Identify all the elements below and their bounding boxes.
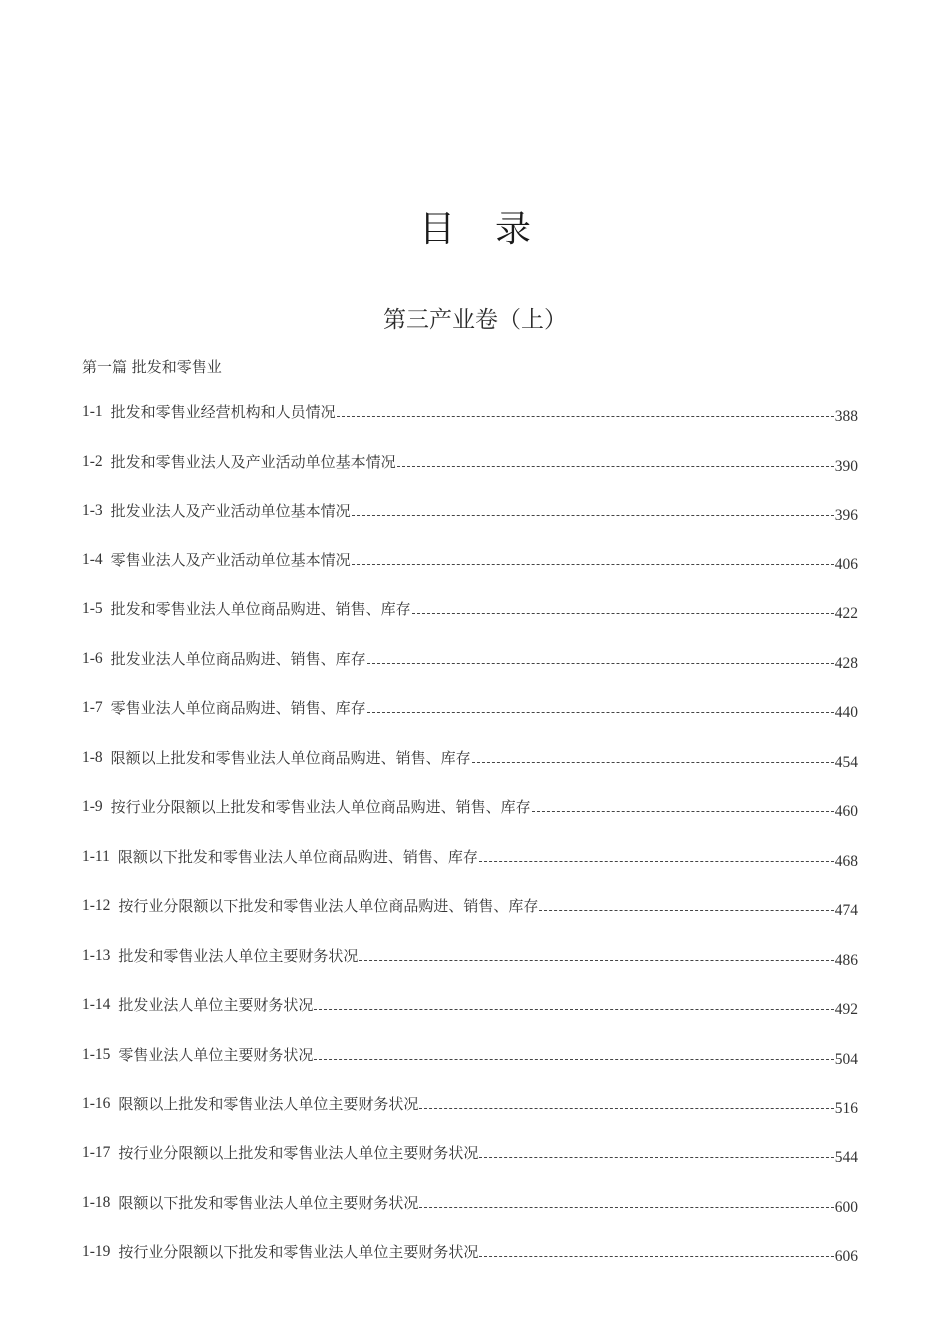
toc-entry[interactable]: [82, 892, 858, 919]
toc-entry-number: 1-2: [82, 453, 103, 470]
toc-entry-number: 1-19: [82, 1243, 111, 1260]
toc-entry-number: 1-18: [82, 1194, 111, 1211]
dot-leader: [412, 612, 834, 614]
toc-entry[interactable]: [82, 1238, 858, 1265]
dot-leader: [359, 959, 833, 961]
dot-leader: [314, 1008, 833, 1010]
toc-entry-label: 批发和零售业法人单位商品购进、销售、库存: [110, 600, 411, 618]
toc-entry-page: 600: [834, 1199, 858, 1216]
toc-entry-page: 504: [834, 1051, 858, 1068]
toc-entry-number: 1-9: [82, 798, 103, 815]
toc-entry-number: 1-5: [82, 600, 103, 617]
toc-entry-number: 1-15: [82, 1046, 111, 1063]
toc-entry[interactable]: [82, 398, 858, 425]
toc-entry[interactable]: [82, 744, 858, 771]
dot-leader: [367, 711, 834, 713]
toc-entry-label: 按行业分限额以上批发和零售业法人单位商品购进、销售、库存: [110, 798, 531, 816]
toc-entry-label: 零售业法人及产业活动单位基本情况: [110, 551, 351, 569]
toc-entry-number: 1-4: [82, 551, 103, 568]
toc-entry-page: 468: [834, 853, 858, 870]
toc-entry-label: 限额以上批发和零售业法人单位商品购进、销售、库存: [110, 749, 471, 767]
toc-entry-label: 批发业法人单位主要财务状况: [118, 996, 314, 1014]
dot-leader: [479, 860, 834, 862]
toc-entry-page: 492: [834, 1001, 858, 1018]
toc-entry-label: 批发和零售业法人单位主要财务状况: [118, 947, 359, 965]
toc-entry-page: 406: [834, 556, 858, 573]
toc-entry-page: 440: [834, 704, 858, 721]
toc-entry-number: 1-1: [82, 403, 103, 420]
toc-entry[interactable]: [82, 448, 858, 475]
toc-entry[interactable]: [82, 497, 858, 524]
toc-entry[interactable]: [82, 546, 858, 573]
toc-entry[interactable]: [82, 1090, 858, 1117]
toc-entry-label: 批发业法人及产业活动单位基本情况: [110, 502, 351, 520]
dot-leader: [479, 1255, 833, 1257]
toc-entry-number: 1-16: [82, 1095, 111, 1112]
page-title-char-1: 目: [418, 209, 455, 251]
toc-entry-label: 按行业分限额以下批发和零售业法人单位商品购进、销售、库存: [118, 897, 539, 915]
toc-entry-label: 批发和零售业经营机构和人员情况: [110, 403, 336, 421]
toc-entry[interactable]: [82, 1139, 858, 1166]
toc-entry-number: 1-12: [82, 897, 111, 914]
dot-leader: [352, 563, 834, 565]
toc-entry-number: 1-13: [82, 947, 111, 964]
dot-leader: [367, 662, 834, 664]
toc-entry-number: 1-14: [82, 996, 111, 1013]
toc-entry-number: 1-7: [82, 699, 103, 716]
toc-entry-page: 422: [834, 605, 858, 622]
toc-entry[interactable]: [82, 991, 858, 1018]
toc-entry-page: 486: [834, 952, 858, 969]
section-heading: 第一篇 批发和零售业: [82, 358, 222, 376]
dot-leader: [539, 909, 833, 911]
toc-entry-label: 零售业法人单位主要财务状况: [118, 1046, 314, 1064]
dot-leader: [479, 1156, 833, 1158]
dot-leader: [419, 1206, 833, 1208]
toc-entry[interactable]: [82, 843, 858, 870]
toc-entry-label: 按行业分限额以上批发和零售业法人单位主要财务状况: [118, 1144, 479, 1162]
toc-entry[interactable]: [82, 793, 858, 820]
toc-entry-label: 批发业法人单位商品购进、销售、库存: [110, 650, 366, 668]
toc-entry-page: 390: [834, 458, 858, 475]
toc-entry-label: 零售业法人单位商品购进、销售、库存: [110, 699, 366, 717]
page-title-char-2: 录: [495, 209, 532, 251]
toc-entry-label: 限额以上批发和零售业法人单位主要财务状况: [118, 1095, 419, 1113]
dot-leader: [472, 761, 834, 763]
toc-entry-number: 1-8: [82, 749, 103, 766]
toc-entry-page: 516: [834, 1100, 858, 1117]
dot-leader: [419, 1107, 833, 1109]
toc-entry-page: 428: [834, 655, 858, 672]
toc-entry[interactable]: [82, 645, 858, 672]
toc-entry-label: 限额以下批发和零售业法人单位商品购进、销售、库存: [117, 848, 478, 866]
toc-entry-page: 474: [834, 902, 858, 919]
dot-leader: [397, 465, 834, 467]
volume-subtitle: 第三产业卷（上）: [383, 307, 567, 334]
toc-entry-number: 1-3: [82, 502, 103, 519]
toc-entry[interactable]: [82, 1041, 858, 1068]
toc-entry-number: 1-6: [82, 650, 103, 667]
dot-leader: [314, 1058, 833, 1060]
toc-entry-page: 454: [834, 754, 858, 771]
toc-entry-page: 544: [834, 1149, 858, 1166]
toc-entry-label: 限额以下批发和零售业法人单位主要财务状况: [118, 1194, 419, 1212]
toc-entry-number: 1-17: [82, 1144, 111, 1161]
toc-entry-page: 460: [834, 803, 858, 820]
toc-entry-page: 606: [834, 1248, 858, 1265]
dot-leader: [352, 514, 834, 516]
toc-entry-page: 396: [834, 507, 858, 524]
toc-entry-label: 批发和零售业法人及产业活动单位基本情况: [110, 453, 396, 471]
toc-entry[interactable]: [82, 694, 858, 721]
page-title: [0, 206, 950, 254]
dot-leader: [337, 415, 834, 417]
toc-entry-page: 388: [834, 408, 858, 425]
toc-entry-label: 按行业分限额以下批发和零售业法人单位主要财务状况: [118, 1243, 479, 1261]
toc-entry[interactable]: [82, 1189, 858, 1216]
dot-leader: [532, 810, 834, 812]
toc-entry[interactable]: [82, 595, 858, 622]
toc-entry-number: 1-11: [82, 848, 110, 865]
toc-entry[interactable]: [82, 942, 858, 969]
